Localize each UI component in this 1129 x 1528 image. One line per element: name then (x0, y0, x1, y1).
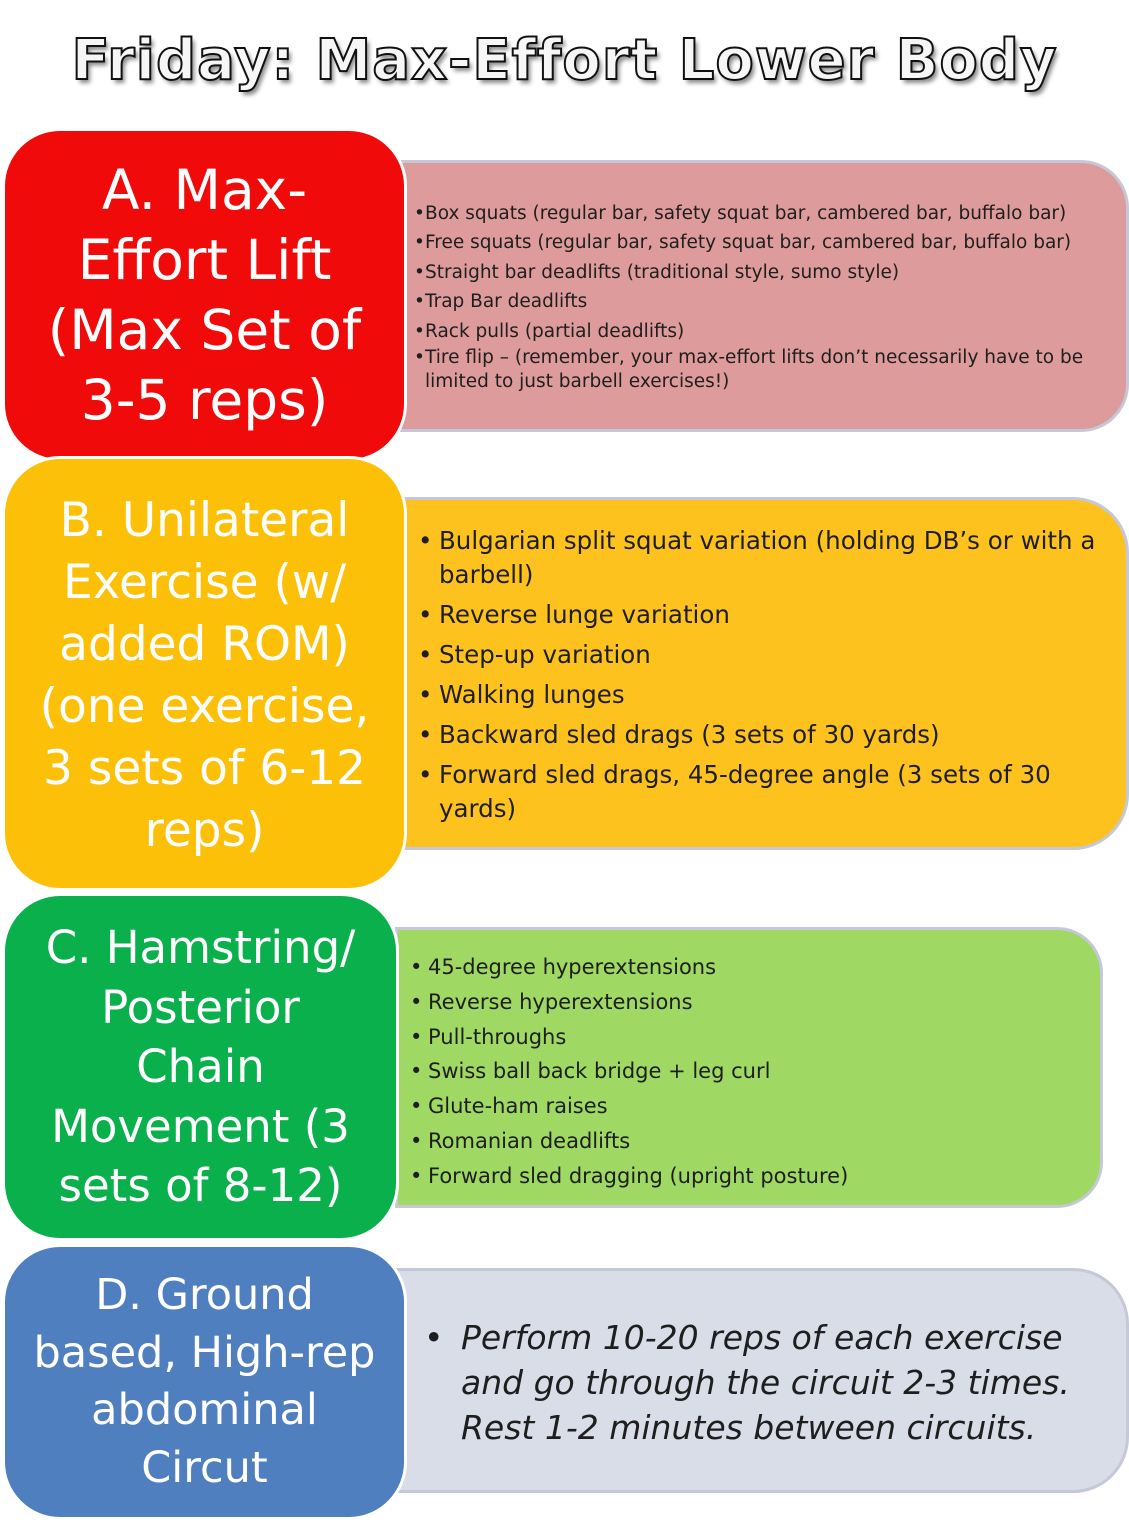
section-c-list (410, 950, 1070, 1194)
label-line: B. Unilateral (59, 492, 350, 548)
list-item: • Walking lunges (418, 678, 1096, 712)
list-item: • Reverse lunge variation (418, 598, 1096, 632)
label-line: reps) (144, 802, 265, 858)
label-line: 3 sets of 6-12 (42, 740, 366, 796)
list-item: • Forward sled drags, 45-degree angle (3 sets of 30 yards) (418, 758, 1096, 826)
section-d-label (2, 1244, 407, 1520)
section-d-list (424, 1315, 1086, 1450)
list-item: • Step-up variation (418, 638, 1096, 672)
section-c-details (395, 927, 1103, 1208)
list-item: • Free squats (regular bar, safety squat bar, cambered bar, buffalo bar) (414, 228, 1096, 257)
list-item: • Straight bar deadlifts (traditional style, sumo style) (414, 258, 1096, 287)
label-line: (Max Set of (47, 298, 362, 362)
section-a-label (2, 128, 407, 462)
section-c-label (2, 893, 399, 1241)
list-item: • 45-degree hyperextensions (410, 950, 1070, 985)
label-line: Effort Lift (77, 228, 332, 292)
list-item: • Bulgarian split squat variation (holding DB’s or with a barbell) (418, 524, 1096, 592)
list-item: • Glute-ham raises (410, 1089, 1070, 1124)
list-item: • Tire flip – (remember, your max-effort lifts don’t necessarily have to be limited to just barbell exercises!) (414, 346, 1096, 394)
section-b-details (395, 497, 1129, 850)
label-line: Chain (136, 1040, 265, 1094)
list-item: • Forward sled dragging (upright posture) (410, 1159, 1070, 1194)
label-line: C. Hamstring/ (45, 921, 356, 975)
label-line: based, High-rep (33, 1327, 376, 1378)
label-line: D. Ground (95, 1270, 314, 1320)
label-line: abdominal (91, 1385, 318, 1435)
label-line: A. Max- (101, 158, 308, 222)
list-item: • Pull-throughs (410, 1020, 1070, 1055)
section-b-label (2, 456, 407, 891)
label-line: sets of 8-12) (58, 1159, 343, 1213)
list-item: • Swiss ball back bridge + leg curl (410, 1054, 1070, 1089)
label-line: (one exercise, (39, 678, 370, 734)
section-a-details (395, 160, 1129, 432)
list-item: • Backward sled drags (3 sets of 30 yards) (418, 718, 1096, 752)
list-item: • Perform 10-20 reps of each exercise and go through the circuit 2-3 times. Rest 1-2 minutes between circuits. (424, 1315, 1086, 1450)
section-a-list (414, 199, 1096, 394)
list-item: • Rack pulls (partial deadlifts) (414, 317, 1096, 346)
list-item: • Romanian deadlifts (410, 1124, 1070, 1159)
label-line: Posterior (101, 980, 300, 1034)
list-item: • Box squats (regular bar, safety squat bar, cambered bar, buffalo bar) (414, 199, 1096, 228)
page-title: Friday: Max-Effort Lower Body (71, 28, 1058, 93)
section-d-details (395, 1268, 1129, 1493)
list-item: • Trap Bar deadlifts (414, 287, 1096, 316)
label-line: Movement (3 (51, 1099, 350, 1153)
label-line: Exercise (w/ (62, 554, 347, 610)
label-line: Circut (141, 1442, 268, 1493)
section-b-list (418, 524, 1096, 826)
list-item: • Reverse hyperextensions (410, 985, 1070, 1020)
label-line: 3-5 reps) (80, 368, 329, 432)
label-line: added ROM) (59, 616, 350, 672)
